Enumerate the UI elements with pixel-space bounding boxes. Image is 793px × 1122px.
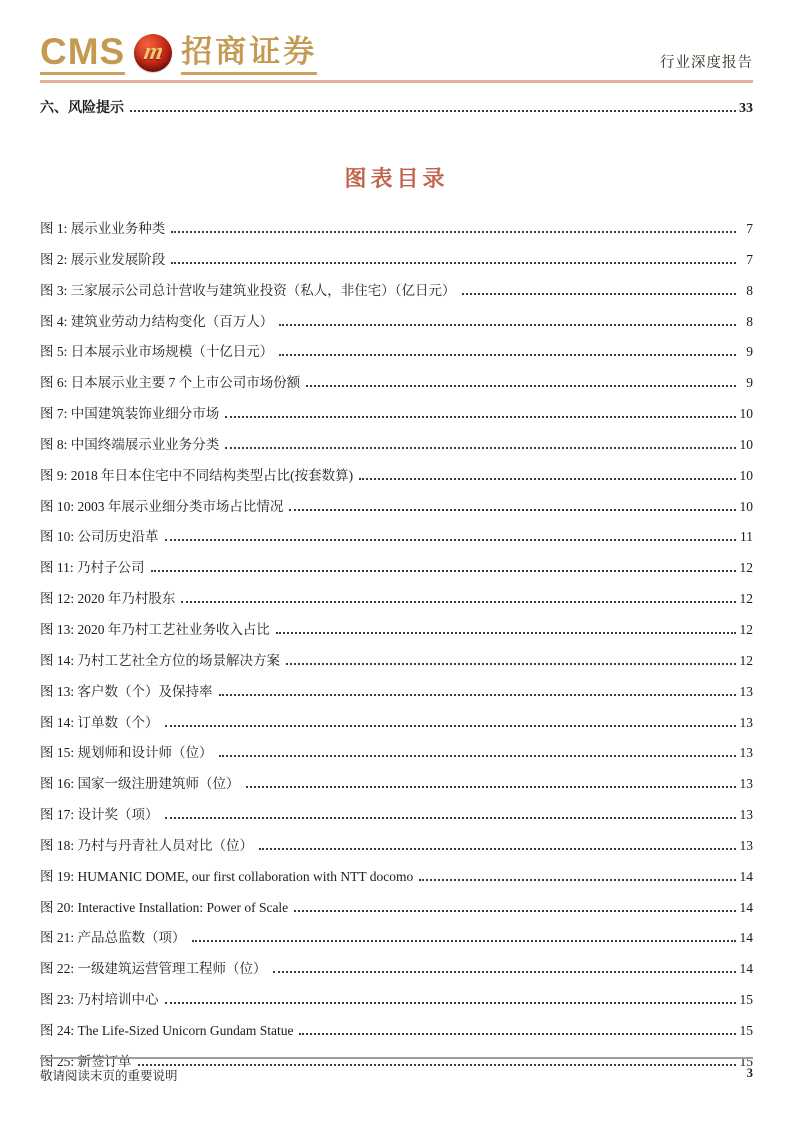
figure-label: 图 13: 2020 年乃村工艺社业务收入占比: [40, 621, 270, 637]
figure-label: 图 15: 规划师和设计师（位）: [40, 745, 213, 761]
dot-leader: [181, 601, 736, 603]
figure-page: 10: [739, 498, 753, 514]
figure-label: 图 17: 设计奖（项）: [40, 807, 159, 823]
figure-page: 10: [739, 436, 753, 452]
figure-label: 图 21: 产品总监数（项）: [40, 930, 186, 946]
footer-divider: [40, 1057, 753, 1059]
figure-label: 图 14: 订单数（个）: [40, 714, 159, 730]
figure-row: [40, 1016, 753, 1047]
figure-row: [40, 553, 753, 584]
footer-row: [40, 1066, 753, 1084]
figure-row: [40, 214, 753, 245]
figure-label: 图 4: 建筑业劳动力结构变化（百万人）: [40, 313, 274, 329]
figure-row: [40, 615, 753, 646]
figure-page: 12: [739, 652, 753, 668]
figure-label: 图 5: 日本展示业市场规模（十亿日元）: [40, 344, 274, 360]
dot-leader: [219, 694, 736, 696]
dot-leader: [273, 971, 736, 973]
figure-page: 14: [739, 961, 753, 977]
dot-leader: [171, 231, 736, 233]
figure-row: [40, 399, 753, 430]
dot-leader: [165, 1002, 736, 1004]
figure-row: [40, 307, 753, 338]
figure-label: 图 22: 一级建筑运营管理工程师（位）: [40, 961, 267, 977]
dot-leader: [279, 354, 736, 356]
figure-label: 图 25: 新签订单: [40, 1053, 132, 1069]
figure-row: [40, 708, 753, 739]
dot-leader: [225, 416, 736, 418]
figure-row: [40, 337, 753, 368]
figure-row: [40, 461, 753, 492]
figure-page: 11: [740, 529, 753, 545]
figure-page: 15: [739, 1053, 753, 1069]
dot-leader: [306, 385, 736, 387]
figure-page: 12: [739, 560, 753, 576]
cms-logo-badge-icon: [134, 34, 172, 72]
dot-leader: [289, 509, 736, 511]
figure-row: [40, 893, 753, 924]
figure-list: [40, 214, 753, 1078]
dot-leader: [276, 632, 736, 634]
figure-label: 图 1: 展示业业务种类: [40, 221, 166, 236]
figure-row: [40, 738, 753, 769]
dot-leader: [294, 910, 736, 912]
figure-row: [40, 276, 753, 307]
figure-page: 14: [739, 868, 753, 884]
figure-directory-title: 图表目录: [344, 166, 449, 191]
dot-leader: [259, 848, 736, 850]
figure-page: 13: [739, 837, 753, 853]
dot-leader: [130, 110, 736, 112]
figure-row: [40, 430, 753, 461]
report-type-label: 行业深度报告: [660, 55, 753, 71]
dot-leader: [171, 262, 736, 264]
dot-leader: [246, 786, 736, 788]
figure-label: 图 11: 乃村子公司: [40, 560, 145, 576]
figure-page: 10: [739, 467, 753, 483]
dot-leader: [151, 570, 737, 572]
figure-label: 图 13: 客户数（个）及保持率: [40, 683, 213, 699]
dot-leader: [165, 725, 736, 727]
figure-label: 图 9: 2018 年日本住宅中不同结构类型占比(按套数算): [40, 467, 354, 483]
figure-label: 图 12: 2020 年乃村股东: [40, 591, 176, 607]
toc-tail-label: 六、风险提示: [40, 101, 124, 116]
report-header: [40, 26, 753, 76]
figure-page: 10: [739, 406, 753, 422]
cms-logo: [40, 30, 318, 76]
figure-label: 图 23: 乃村培训中心: [40, 992, 159, 1008]
figure-row: [40, 677, 753, 708]
cms-logo-text: CMS: [40, 35, 125, 75]
dot-leader: [165, 817, 736, 819]
cms-m-icon: m: [141, 39, 166, 65]
figure-row: [40, 646, 753, 677]
figure-label: 图 8: 中国终端展示业业务分类: [40, 436, 220, 452]
figure-row: [40, 368, 753, 399]
dot-leader: [419, 879, 736, 881]
page-number: 3: [746, 1066, 753, 1080]
figure-label: 图 18: 乃村与丹青社人员对比（位）: [40, 837, 254, 853]
figure-row: [40, 923, 753, 954]
figure-page: 7: [746, 221, 753, 236]
figure-label: 图 3: 三家展示公司总计营收与建筑业投资（私人，非住宅）（亿日元）: [40, 282, 456, 298]
toc-tail-row: [40, 98, 753, 120]
dot-leader: [219, 755, 736, 757]
figure-page: 12: [739, 621, 753, 637]
figure-page: 14: [739, 930, 753, 946]
cms-logo-chinese: 招商证券: [181, 36, 317, 75]
figure-row: [40, 954, 753, 985]
figure-label: 图 6: 日本展示业主要 7 个上市公司市场份额: [40, 375, 301, 391]
dot-leader: [359, 478, 736, 480]
header-divider: [40, 80, 753, 83]
dot-leader: [286, 663, 736, 665]
figure-page: 8: [746, 282, 753, 298]
figure-row: [40, 584, 753, 615]
footer-note: 敬请阅读末页的重要说明: [40, 1069, 178, 1083]
figure-page: 15: [739, 992, 753, 1008]
figure-label: 图 2: 展示业发展阶段: [40, 251, 166, 267]
figure-page: 13: [739, 807, 753, 823]
figure-page: 13: [739, 745, 753, 761]
figure-page: 13: [739, 714, 753, 730]
figure-row: [40, 245, 753, 276]
dot-leader: [279, 324, 736, 326]
figure-page: 14: [739, 899, 753, 915]
figure-label: 图 16: 国家一级注册建筑师（位）: [40, 776, 240, 792]
figure-label: 图 24: The Life-Sized Unicorn Gundam Statue: [40, 1022, 294, 1038]
figure-row: [40, 769, 753, 800]
figure-page: 13: [739, 683, 753, 699]
dot-leader: [192, 940, 736, 942]
figure-row: [40, 800, 753, 831]
figure-label: 图 7: 中国建筑装饰业细分市场: [40, 406, 220, 422]
figure-row: [40, 862, 753, 893]
dot-leader: [462, 293, 737, 295]
figure-label: 图 19: HUMANIC DOME, our first collaboration with NTT docomo: [40, 868, 414, 884]
dot-leader: [225, 447, 736, 449]
figure-page: 9: [746, 375, 753, 391]
figure-label: 图 20: Interactive Installation: Power of Scale: [40, 899, 289, 915]
figure-row: [40, 522, 753, 553]
figure-label: 图 14: 乃村工艺社全方位的场景解决方案: [40, 652, 281, 668]
figure-page: 15: [739, 1022, 753, 1038]
figure-page: 12: [739, 591, 753, 607]
figure-page: 7: [746, 251, 753, 267]
dot-leader: [165, 539, 736, 541]
dot-leader: [299, 1033, 736, 1035]
figure-label: 图 10: 公司历史沿革: [40, 529, 159, 545]
report-footer: [40, 1057, 753, 1084]
figure-page: 13: [739, 776, 753, 792]
figure-row: [40, 492, 753, 523]
figure-row: [40, 985, 753, 1016]
figure-label: 图 10: 2003 年展示业细分类市场占比情况: [40, 498, 284, 514]
toc-tail-page: 33: [739, 101, 753, 116]
figure-page: 9: [746, 344, 753, 360]
figure-page: 8: [746, 313, 753, 329]
figure-row: [40, 831, 753, 862]
